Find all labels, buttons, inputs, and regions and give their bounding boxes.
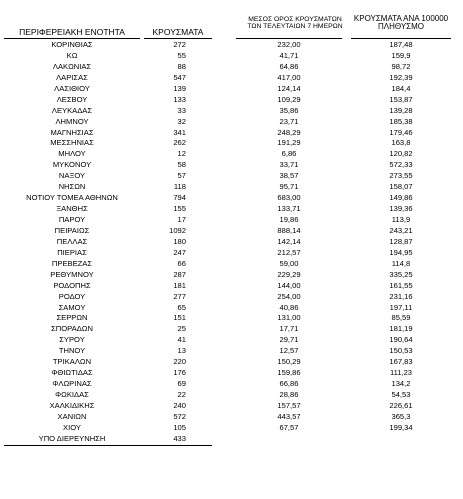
- table-row: [4, 95, 456, 106]
- cell-per-100000: 139,28: [389, 105, 413, 115]
- bottom-divider: [4, 445, 212, 446]
- cell-cases: 1092: [169, 225, 186, 235]
- cell-cases: 57: [177, 171, 186, 181]
- cell-per-100000: 54,53: [391, 390, 411, 399]
- table-row: [4, 193, 456, 204]
- table-row: [4, 335, 456, 346]
- cell-cases: 220: [173, 357, 186, 367]
- cell-avg: 19,86: [279, 215, 299, 224]
- cell-area: ΣΥΡΟΥ: [59, 335, 85, 345]
- cell-area: ΧΙΟΥ: [63, 422, 81, 432]
- cases-table: [4, 14, 456, 445]
- cell-area: ΝΑΞΟΥ: [58, 171, 86, 181]
- cell-avg: 124,14: [277, 83, 301, 93]
- cell-area: ΡΟΔΟΥ: [58, 291, 86, 301]
- cell-cases: 433: [173, 433, 186, 443]
- table-row: [4, 237, 456, 248]
- table-row: [4, 117, 456, 128]
- header-avg-line1: ΜΕΣΟΣ ΟΡΟΣ ΚΡΟΥΣΜΑΤΩΝ: [248, 16, 342, 23]
- cell-cases: 287: [173, 269, 186, 279]
- cell-cases: 17: [177, 215, 186, 224]
- cell-per-100000: 114,8: [391, 258, 411, 268]
- cell-per-100000: 199,34: [389, 422, 413, 432]
- cell-per-100000: 335,25: [389, 269, 413, 279]
- cell-area: ΡΟΔΟΠΗΣ: [53, 280, 91, 290]
- table-row: [4, 128, 456, 139]
- table-body: [4, 40, 456, 445]
- cell-cases: 22: [177, 390, 186, 399]
- table-row: [4, 226, 456, 237]
- cell-area: ΛΑΚΩΝΙΑΣ: [52, 61, 92, 71]
- header-per-line2: ΠΛΗΘΥΣΜΟ: [377, 22, 425, 31]
- cell-area: ΝΟΤΙΟΥ ΤΟΜΕΑ ΑΘΗΝΩΝ: [26, 193, 118, 203]
- cell-area: ΣΠΟΡΑΔΩΝ: [51, 324, 93, 334]
- header-avg-7-days: [236, 17, 354, 31]
- table-row: [4, 106, 456, 117]
- table-row: [4, 313, 456, 324]
- cell-avg: 191,29: [277, 138, 301, 148]
- cell-per-100000: 243,21: [389, 225, 413, 235]
- cell-per-100000: 139,36: [389, 204, 413, 214]
- table-row: [4, 281, 456, 292]
- cell-per-100000: 365,3: [391, 411, 411, 421]
- cell-area: ΜΕΣΣΗΝΙΑΣ: [50, 138, 94, 148]
- cell-per-100000: 190,64: [389, 335, 413, 345]
- cell-avg: 159,86: [277, 368, 301, 378]
- cell-cases: 33: [177, 105, 186, 115]
- table-row: [4, 138, 456, 149]
- cell-per-100000: 197,11: [389, 302, 413, 312]
- cell-per-100000: 85,59: [391, 313, 411, 323]
- table-row: [4, 84, 456, 95]
- table-row: [4, 215, 456, 226]
- cell-avg: 150,29: [277, 357, 301, 367]
- cell-per-100000: 128,87: [389, 236, 413, 246]
- cell-area: ΡΕΘΥΜΝΟΥ: [50, 269, 94, 279]
- cell-cases: 13: [177, 346, 186, 356]
- header-avg-line2: ΤΩΝ ΤΕΛΕΥΤΑΙΩΝ 7 ΗΜΕΡΩΝ: [247, 22, 343, 30]
- table-row: [4, 171, 456, 182]
- cell-area: ΤΡΙΚΑΛΩΝ: [52, 357, 92, 367]
- cell-cases: 176: [173, 368, 186, 378]
- header-divider: [236, 38, 342, 39]
- table-row: [4, 160, 456, 171]
- cell-cases: 65: [177, 302, 186, 312]
- cell-avg: 144,00: [277, 280, 301, 290]
- cell-cases: 41: [177, 335, 186, 345]
- table-row: [4, 368, 456, 379]
- cell-avg: 229,29: [277, 269, 301, 279]
- header-per-line1: ΚΡΟΥΣΜΑΤΑ ΑΝΑ 100000: [353, 14, 449, 23]
- cell-cases: 794: [173, 193, 186, 203]
- cell-avg: 66,86: [279, 379, 299, 389]
- header-per-100000: [351, 15, 451, 31]
- table-row: [4, 379, 456, 390]
- cell-cases: 277: [173, 291, 186, 301]
- cell-avg: 888,14: [277, 225, 301, 235]
- cell-area: ΛΑΣΙΘΙΟΥ: [54, 83, 90, 93]
- cell-avg: 23,71: [279, 116, 299, 126]
- table-row: [4, 303, 456, 314]
- cell-cases: 133: [173, 94, 186, 104]
- cell-cases: 66: [177, 258, 186, 268]
- cell-avg: 29,71: [279, 335, 299, 345]
- cell-area: ΧΑΝΙΩΝ: [57, 411, 87, 421]
- table-row: [4, 434, 456, 445]
- cell-per-100000: 273,55: [389, 171, 413, 181]
- cell-per-100000: 150,53: [389, 346, 413, 356]
- table-row: [4, 324, 456, 335]
- cell-avg: 417,00: [277, 72, 301, 82]
- cell-avg: 254,00: [277, 291, 301, 301]
- cell-per-100000: 153,87: [389, 94, 413, 104]
- cell-avg: 67,57: [279, 422, 299, 432]
- cell-per-100000: 231,16: [389, 291, 413, 301]
- table-row: [4, 292, 456, 303]
- cell-avg: 142,14: [277, 236, 301, 246]
- cell-cases: 25: [177, 324, 186, 334]
- cell-area: ΛΗΜΝΟΥ: [55, 116, 89, 126]
- cell-cases: 105: [173, 422, 186, 432]
- cell-cases: 247: [173, 247, 186, 257]
- cell-per-100000: 163,8: [391, 138, 411, 148]
- cell-per-100000: 111,23: [389, 368, 413, 378]
- cell-per-100000: 134,2: [391, 379, 411, 389]
- cell-cases: 32: [177, 116, 186, 126]
- cell-avg: 35,86: [279, 105, 299, 115]
- cell-area: ΠΕΛΛΑΣ: [56, 236, 88, 246]
- cell-avg: 157,57: [277, 400, 301, 410]
- cell-area: ΛΑΡΙΣΑΣ: [56, 72, 88, 82]
- cell-per-100000: 120,82: [389, 149, 413, 159]
- cell-per-100000: 194,95: [389, 247, 413, 257]
- cell-per-100000: 181,19: [389, 324, 413, 334]
- cell-area: ΜΗΛΟΥ: [58, 149, 86, 159]
- cell-cases: 88: [177, 61, 186, 71]
- cell-area: ΜΥΚΟΝΟΥ: [52, 160, 92, 170]
- cell-avg: 40,86: [279, 302, 299, 312]
- cell-area: ΠΕΙΡΑΙΩΣ: [54, 225, 90, 235]
- cell-area: ΚΩ: [66, 50, 78, 60]
- cell-per-100000: 113,9: [391, 215, 411, 224]
- cell-cases: 341: [173, 127, 186, 137]
- cell-area: ΣΑΜΟΥ: [58, 302, 86, 312]
- table-row: [4, 149, 456, 160]
- header-divider: [144, 38, 212, 39]
- header-area: ΠΕΡΙΦΕΡΕΙΑΚΗ ΕΝΟΤΗΤΑ: [19, 27, 125, 37]
- table-row: [4, 357, 456, 368]
- cell-area: ΜΑΓΝΗΣΙΑΣ: [50, 127, 94, 137]
- cell-avg: 33,71: [279, 160, 299, 170]
- table-row: [4, 270, 456, 281]
- cell-area: ΥΠΟ ΔΙΕΡΕΥΝΗΣΗ: [38, 433, 106, 443]
- table-row: [4, 40, 456, 51]
- cell-per-100000: 179,46: [389, 127, 413, 137]
- table-row: [4, 182, 456, 193]
- cell-avg: 17,71: [279, 324, 299, 334]
- cell-area: ΛΕΥΚΑΔΑΣ: [51, 105, 93, 115]
- cell-avg: 133,71: [277, 204, 301, 214]
- cell-cases: 139: [173, 83, 186, 93]
- cell-avg: 95,71: [279, 182, 299, 192]
- cell-avg: 212,57: [277, 247, 301, 257]
- cell-area: ΚΟΡΙΝΘΙΑΣ: [51, 40, 93, 49]
- cell-avg: 6,86: [281, 149, 297, 159]
- cell-area: ΠΑΡΟΥ: [58, 215, 86, 224]
- cell-per-100000: 158,07: [389, 182, 413, 192]
- cell-avg: 64,86: [279, 61, 299, 71]
- cell-per-100000: 572,33: [389, 160, 413, 170]
- cell-cases: 151: [173, 313, 186, 323]
- cell-avg: 109,29: [277, 94, 301, 104]
- cell-avg: 12,57: [279, 346, 299, 356]
- cell-per-100000: 159,9: [391, 50, 411, 60]
- table-row: [4, 401, 456, 412]
- cell-area: ΧΑΛΚΙΔΙΚΗΣ: [49, 400, 95, 410]
- cell-per-100000: 185,38: [389, 116, 413, 126]
- table-row: [4, 248, 456, 259]
- table-row: [4, 204, 456, 215]
- table-row: [4, 423, 456, 434]
- cell-per-100000: 167,83: [389, 357, 413, 367]
- cell-per-100000: 98,72: [391, 61, 411, 71]
- cell-area: ΠΙΕΡΙΑΣ: [57, 247, 87, 257]
- table-row: [4, 259, 456, 270]
- cell-avg: 683,00: [277, 193, 301, 203]
- cell-cases: 180: [173, 236, 186, 246]
- cell-avg: 28,86: [279, 390, 299, 399]
- cell-per-100000: 149,86: [389, 193, 413, 203]
- table-row: [4, 390, 456, 401]
- cell-cases: 55: [177, 50, 186, 60]
- header-divider: [351, 38, 451, 39]
- cell-cases: 69: [177, 379, 186, 389]
- header-divider: [4, 38, 140, 39]
- cell-area: ΛΕΣΒΟΥ: [56, 94, 88, 104]
- cell-cases: 155: [173, 204, 186, 214]
- cell-per-100000: 184,4: [391, 83, 411, 93]
- table-row: [4, 346, 456, 357]
- cell-area: ΞΑΝΘΗΣ: [56, 204, 88, 214]
- cell-per-100000: 226,61: [389, 400, 413, 410]
- cell-per-100000: 161,55: [389, 280, 413, 290]
- cell-avg: 443,57: [277, 411, 301, 421]
- cell-per-100000: 187,48: [389, 40, 413, 49]
- cell-avg: 38,57: [279, 171, 299, 181]
- table-row: [4, 51, 456, 62]
- cell-area: ΦΩΚΙΔΑΣ: [55, 390, 89, 399]
- cell-cases: 12: [177, 149, 186, 159]
- cell-area: ΤΗΝΟΥ: [58, 346, 86, 356]
- cell-avg: 232,00: [277, 40, 301, 49]
- cell-area: ΝΗΣΩΝ: [58, 182, 86, 192]
- cell-area: ΠΡΕΒΕΖΑΣ: [51, 258, 93, 268]
- table-row: [4, 62, 456, 73]
- cell-avg: 248,29: [277, 127, 301, 137]
- cell-area: ΣΕΡΡΩΝ: [56, 313, 88, 323]
- cell-cases: 272: [173, 40, 186, 49]
- cell-avg: 41,71: [279, 50, 299, 60]
- cell-avg: 59,00: [279, 258, 299, 268]
- cell-cases: 181: [173, 280, 186, 290]
- header-cases: ΚΡΟΥΣΜΑΤΑ: [152, 27, 204, 37]
- cell-avg: 131,00: [277, 313, 301, 323]
- cell-cases: 572: [173, 411, 186, 421]
- cell-area: ΦΘΙΩΤΙΔΑΣ: [51, 368, 93, 378]
- cell-area: ΦΛΩΡΙΝΑΣ: [52, 379, 92, 389]
- table-row: [4, 412, 456, 423]
- cell-per-100000: 192,39: [389, 72, 413, 82]
- cell-cases: 58: [177, 160, 186, 170]
- table-header: [4, 14, 456, 38]
- cell-cases: 547: [173, 72, 186, 82]
- cell-cases: 240: [173, 400, 186, 410]
- table-row: [4, 73, 456, 84]
- cell-cases: 118: [173, 182, 186, 192]
- cell-cases: 262: [173, 138, 186, 148]
